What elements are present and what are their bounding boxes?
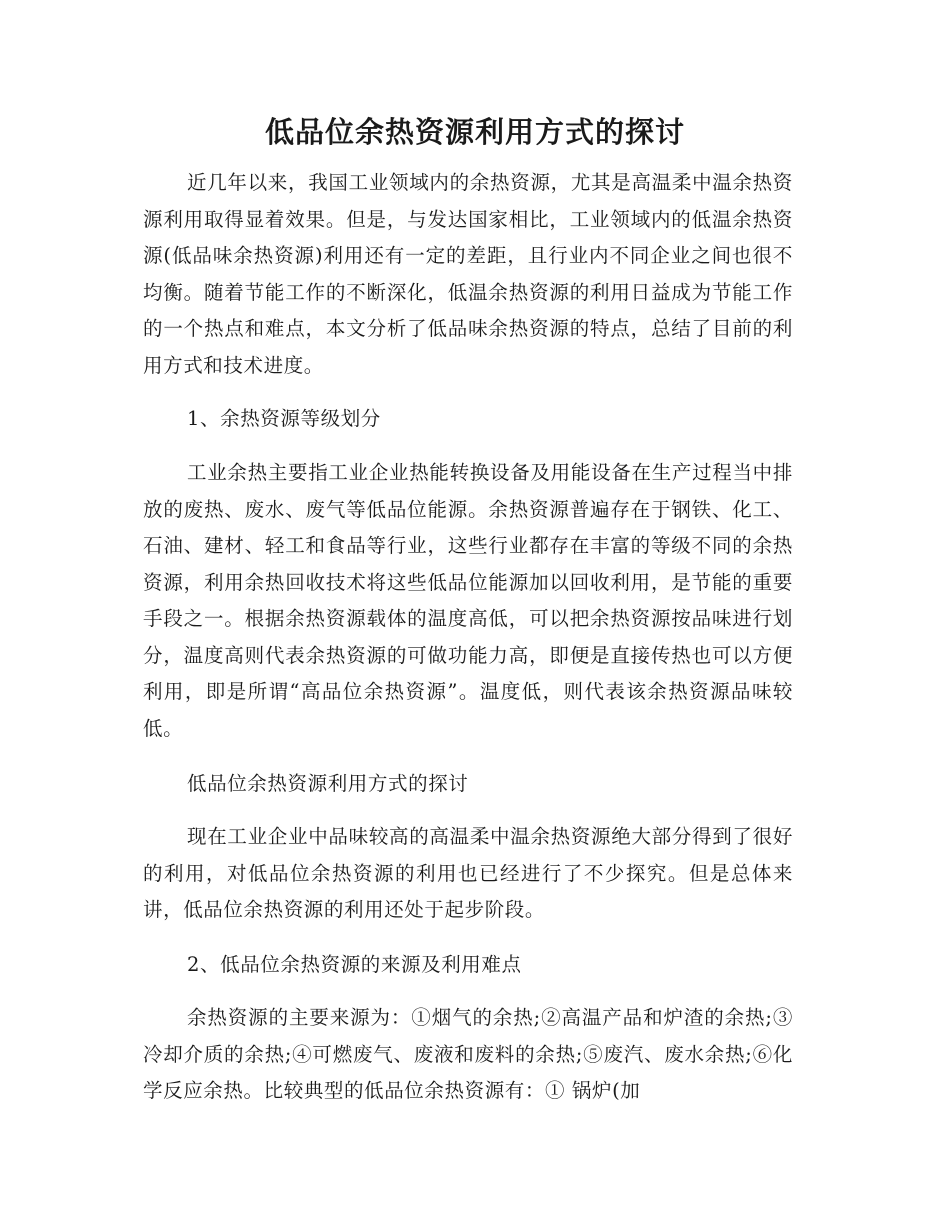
section-heading-1: 1、余热资源等级划分	[187, 407, 381, 430]
paragraph-utilization-status: 现在工业企业中品味较高的高温柔中温余热资源绝大部分得到了很好的利用，对低品位余热资源的利用也已经进行了不少探究。但是总体来讲，低品位余热资源的利用还处于起步阶段。	[143, 825, 793, 921]
section-heading-subtitle: 低品位余热资源利用方式的探讨	[187, 772, 469, 795]
paragraph-intro: 近几年以来，我国工业领域内的余热资源，尤其是高温柔中温余热资源利用取得显着效果。但是，与发达国家相比，工业领域内的低温余热资源(低品味余热资源)利用还有一定的差距，且行业内不同企业之间也很不均衡。随着节能工作的不断深化，低温余热资源的利用日益成为节能工作的一个热点和难点，本文分析了低品味余热资源的特点，总结了目前的利用方式和技术进度。	[143, 171, 793, 377]
paragraph-heat-sources: 余热资源的主要来源为：①烟气的余热;②高温产品和炉渣的余热;③冷却介质的余热;④可燃废气、废液和废料的余热;⑤废汽、废水余热;⑥化学反应余热。比较典型的低品位余热资源有：① 锅炉(加	[143, 1006, 793, 1102]
paragraph-waste-heat-grading: 工业余热主要指工业企业热能转换设备及用能设备在生产过程当中排放的废热、废水、废气等低品位能源。余热资源普遍存在于钢铁、化工、石油、建材、轻工和食品等行业，这些行业都存在丰富的等级不同的余热资源，利用余热回收技术将这些低品位能源加以回收利用，是节能的重要手段之一。根据余热资源载体的温度高低，可以把余热资源按品味进行划分，温度高则代表余热资源的可做功能力高，即便是直接传热也可以方便利用，即是所谓“高品位余热资源”。温度低，则代表该余热资源品味较低。	[143, 461, 793, 740]
section-heading-2: 2、低品位余热资源的来源及利用难点	[187, 953, 522, 976]
document-title: 低品位余热资源利用方式的探讨	[264, 115, 685, 149]
